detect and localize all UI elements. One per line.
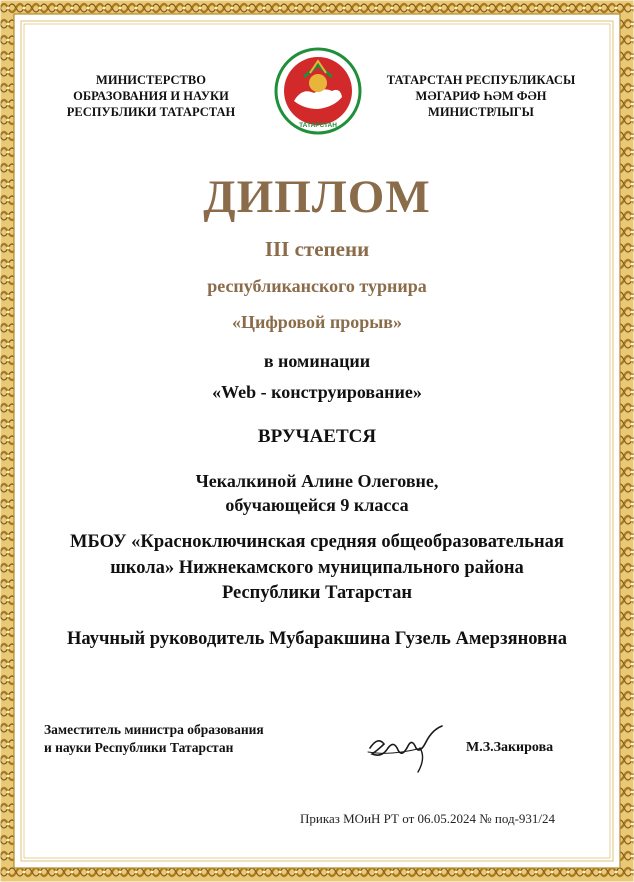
ministry-tt-line-3: МИНИСТРЛЫГЫ [428, 105, 534, 119]
signer-name: М.З.Закирова [466, 740, 554, 755]
diploma-title: ДИПЛОМ [203, 171, 431, 223]
recipient-name: Чекалкиной Алине Олеговне, [195, 471, 439, 491]
tournament-line-2: «Цифровой прорыв» [231, 312, 403, 332]
ministry-name-tatar [366, 72, 596, 120]
deputy-minister-title [44, 721, 264, 757]
emblem-text: ТАТАРСТАН [299, 122, 337, 129]
deputy-line-2: и науки Республики Татарстан [44, 740, 234, 755]
school-line-1: МБОУ «Красноключинская средняя общеобразовательная [70, 532, 564, 552]
order-reference: Приказ МОиН РТ от 06.05.2024 № под-931/24 [300, 811, 556, 826]
ministry-ru-line-1: МИНИСТЕРСТВО [96, 73, 206, 87]
handwritten-signature [360, 718, 460, 778]
tournament-line-1: республиканского турнира [207, 276, 427, 296]
tatarstan-emblem-icon [274, 47, 362, 135]
supervisor-line: Научный руководитель Мубаракшина Гузель Амерзяновна [67, 629, 567, 649]
awarded-label: ВРУЧАЕТСЯ [257, 426, 377, 447]
nomination-name: «Web - конструирование» [212, 382, 422, 402]
ministry-tt-line-1: ТАТАРСТАН РЕСПУБЛИКАСЫ [386, 73, 576, 87]
recipient-grade: обучающейся 9 класса [225, 495, 409, 515]
deputy-line-1: Заместитель министра образования [44, 722, 264, 737]
diploma-degree: III степени [264, 237, 370, 261]
school-line-2: школа» Нижнекамского муниципального района [110, 558, 524, 578]
ministry-tt-line-2: МӘГАРИФ ҺӘМ ФӘН [415, 89, 547, 103]
nomination-label: в номинации [263, 351, 371, 371]
ministry-name-russian [36, 72, 266, 120]
school-line-3: Республики Татарстан [221, 583, 413, 603]
ministry-ru-line-2: ОБРАЗОВАНИЯ И НАУКИ [73, 89, 229, 103]
ministry-ru-line-3: РЕСПУБЛИКИ ТАТАРСТАН [66, 105, 236, 119]
